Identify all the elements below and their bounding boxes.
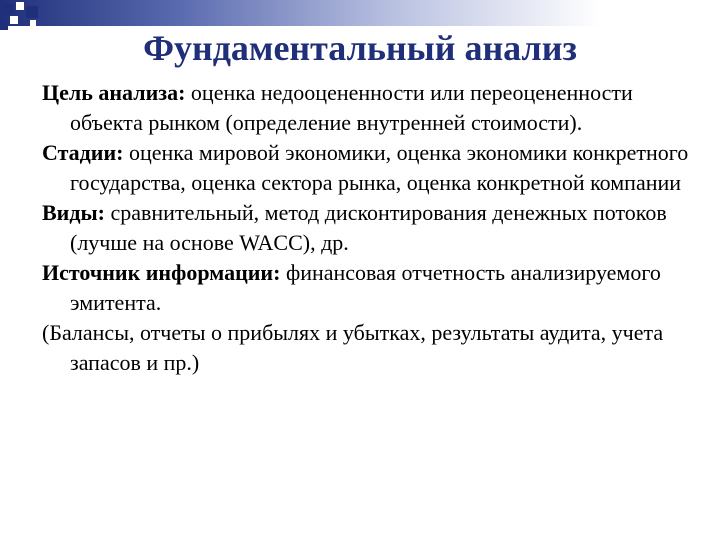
paragraph-goal <box>42 78 702 138</box>
paragraph-types <box>42 198 702 258</box>
paragraph-source <box>42 258 702 318</box>
paragraph-text: финансовая отчетность анализируемого эмитента. <box>70 260 661 315</box>
decoration-square <box>4 4 14 14</box>
paragraph-stages <box>42 138 702 198</box>
paragraph-text: оценка мировой экономики, оценка экономики конкретного государства, оценка сектора рынка, оценка конкретной компании <box>70 140 689 195</box>
decoration-square <box>30 20 36 26</box>
paragraph-label: Виды: <box>42 200 105 225</box>
slide-body <box>42 78 702 378</box>
paragraph-text: оценка недооцененности или переоцененности объекта рынком (определение внутренней стоимости). <box>70 80 633 135</box>
paragraph-note <box>42 318 702 378</box>
paragraph-text: сравнительный, метод дисконтирования денежных потоков (лучше на основе WACC), др. <box>70 200 667 255</box>
paragraph-text: (Балансы, отчеты о прибылях и убытках, результаты аудита, учета запасов и пр.) <box>42 320 664 375</box>
slide-title: Фундаментальный анализ <box>143 28 577 68</box>
decoration-square <box>26 6 38 18</box>
paragraph-label: Цель анализа: <box>42 80 186 105</box>
header-decoration-bar <box>0 0 600 26</box>
paragraph-label: Источник информации: <box>42 260 281 285</box>
paragraph-label: Стадии: <box>42 140 124 165</box>
decoration-square <box>16 2 24 10</box>
decoration-square <box>10 16 18 24</box>
